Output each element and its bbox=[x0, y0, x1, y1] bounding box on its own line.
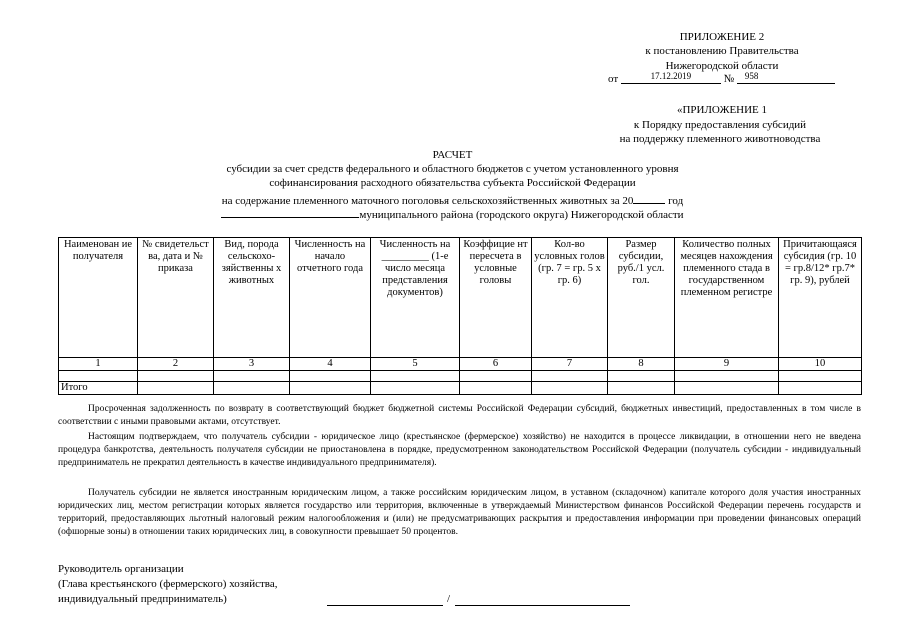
resolution-number: 958 bbox=[737, 70, 835, 84]
table-header-row bbox=[59, 238, 862, 358]
col-number: 1 bbox=[59, 358, 138, 371]
paragraph-foreign-entity: Получатель субсидии не является иностранным юридическим лицом, а также российским юридическим лицом, в уставном (складочном) капитале которого доля участия иностранных юридических лиц, местом регистрации которых является государство или территория, включенные в утверждаемый Министерством финансов Российской Федерации перечень государств и территорий, предоставляющих льготный налоговый режим налогообложения и (или) не предусматривающих раскрытия и предоставления информации при проведении финансовых операций (офшорные зоны) в отношении таких юридических лиц, в совокупности превышает 50 процентов. bbox=[58, 488, 861, 537]
col-number: 2 bbox=[138, 358, 214, 371]
table-total-row bbox=[59, 382, 862, 395]
paragraph-confirmation: Настоящим подтверждаем, что получатель субсидии - юридическое лицо (крестьянское (фермерское) хозяйство) не находится в процессе ликвидации, в отношении него не введена процедура банкротства, деятельность получателя субсидии не приостановлена в порядке, предусмотренном законодательством Российской Федерации (получатель субсидии - индивидуальный предприниматель не прекратил деятельность в качестве индивидуального предпринимателя). bbox=[58, 432, 861, 468]
col-header: Коэффицие нт пересчета в условные головы bbox=[460, 238, 532, 358]
col-number: 6 bbox=[460, 358, 532, 371]
sub-appendix-line2: на поддержку племенного животноводства bbox=[619, 133, 821, 145]
col-number: 5 bbox=[371, 358, 460, 371]
col-header: Вид, порода сельскохо-зяйственны х животных bbox=[214, 238, 290, 358]
col-header: № свидетельст ва, дата и № приказа bbox=[138, 238, 214, 358]
col-number: 8 bbox=[608, 358, 675, 371]
col-header: Количество полных месяцев нахождения племенного стада в государственном племенном регистре bbox=[675, 238, 779, 358]
col-number: 7 bbox=[532, 358, 608, 371]
col-header: Кол-во условных голов (гр. 7 = гр. 5 x гр. 6) bbox=[532, 238, 608, 358]
signature-line3: индивидуальный предприниматель) bbox=[58, 593, 227, 605]
table-row bbox=[59, 371, 862, 382]
sub-appendix-line1: к Порядку предоставления субсидий bbox=[633, 119, 807, 131]
appendix-region: Нижегородской области bbox=[665, 60, 779, 72]
appendix-date-line bbox=[608, 73, 835, 87]
signature-field bbox=[327, 605, 443, 606]
col-header: Численность на начало отчетного года bbox=[290, 238, 371, 358]
col-header: Причитающаяся субсидия (гр. 10 = гр.8/12* гр.7* гр. 9), рублей bbox=[779, 238, 862, 358]
col-header: Наименован ие получателя bbox=[59, 238, 138, 358]
title-line1: субсидии за счет средств федерального и областного бюджетов с учетом установленного уровня bbox=[226, 163, 679, 175]
appendix-resolution: к постановлению Правительства bbox=[645, 45, 799, 57]
col-number: 10 bbox=[779, 358, 862, 371]
signature-line2: (Глава крестьянского (фермерского) хозяйства, bbox=[58, 578, 278, 590]
col-number: 9 bbox=[675, 358, 779, 371]
title-line3: на содержание племенного маточного поголовья сельскохозяйственных животных за 20 год bbox=[0, 192, 905, 208]
col-header: Размер субсидии, руб./1 усл. гол. bbox=[608, 238, 675, 358]
col-number: 3 bbox=[214, 358, 290, 371]
table-number-row bbox=[59, 358, 862, 371]
resolution-date: 17.12.2019 bbox=[621, 70, 721, 84]
title-line2: софинансирования расходного обязательства субъекта Российской Федерации bbox=[269, 177, 636, 189]
appendix-title: ПРИЛОЖЕНИЕ 2 bbox=[679, 31, 765, 43]
signature-separator: / bbox=[447, 593, 451, 605]
title-line4: муниципального района (городского округа) Нижегородской области bbox=[0, 206, 905, 222]
paragraph-debt: Просроченная задолженность по возврату в соответствующий бюджет бюджетной системы Российской Федерации субсидий, бюджетных инвестиций, предоставленных в том числе в соответствии с иными правовыми актами, отсутствует. bbox=[58, 404, 861, 427]
col-number: 4 bbox=[290, 358, 371, 371]
subsidy-table bbox=[58, 237, 862, 395]
sub-appendix-title: «ПРИЛОЖЕНИЕ 1 bbox=[676, 104, 768, 116]
number-label: № bbox=[723, 73, 735, 85]
signature-name-field bbox=[455, 605, 630, 606]
col-header: Численность на _________ (1-е число месяца представления документов) bbox=[371, 238, 460, 358]
from-label: от bbox=[608, 73, 619, 85]
document-title: РАСЧЕТ bbox=[432, 149, 473, 161]
signature-line1: Руководитель организации bbox=[58, 563, 184, 575]
total-label: Итого bbox=[59, 382, 138, 395]
